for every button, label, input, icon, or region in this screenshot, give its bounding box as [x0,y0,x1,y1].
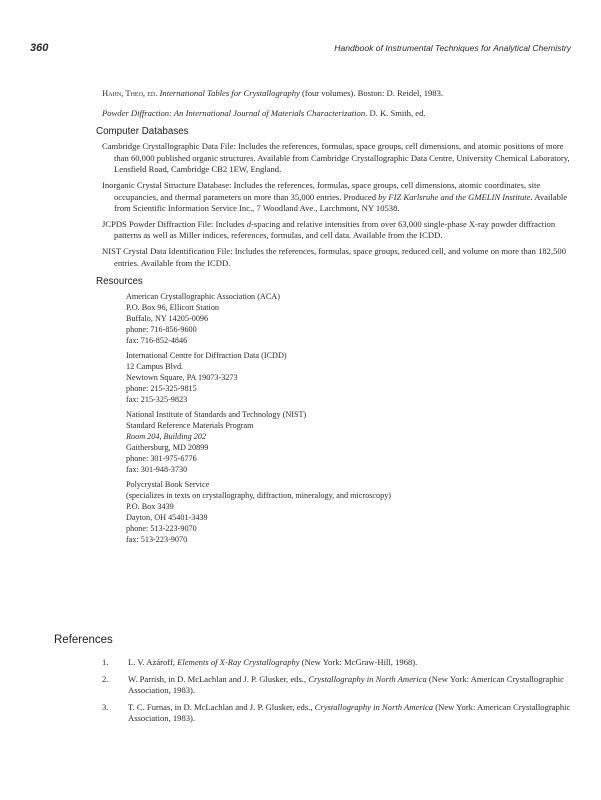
org-line: National Institute of Standards and Technology (NIST) [126,409,307,419]
org-line: fax: 301-948-3730 [126,464,188,474]
db-text-italic: by FIZ Karlsruhe and the GMELIN Institute. [378,191,533,202]
org-line: Room 204, Building 202 [126,431,207,441]
reference-text: (New York: American Crystallographic Association, 1983). [128,701,571,724]
database-entry: NIST Crystal Data Identification File: Includes the references, formulas, space groups, reduced cell, and volume on more than 182,500 entries. Available from the ICDD. [102,246,566,268]
org-line: P.O. Box 3439 [126,501,174,511]
database-entry [102,180,574,214]
org-line: Buffalo, NY 14205-0096 [126,313,209,323]
running-head: Handbook of Instrumental Techniques for Analytical Chemistry [334,43,571,53]
db-text: Inorganic Crystal Structure Database: Includes the references, formulas, space groups, cell dimensions, atomic coordinates, site occupancies, and thermal parameters on more than 35,000 entries. Produced [102,180,541,202]
db-text: -spacing and relative intensities from over 63,000 single-phase X-ray powder diffraction patterns as well as Miller indices, references, formulas, and cell data. Available from the ICDD. [114,218,556,241]
org-line: Polycrystal Book Service [126,479,210,489]
db-text: JCPDS Powder Diffraction File: Includes [102,218,247,229]
reference-text: T. C. Furnas, in D. McLachlan and J. P. Glusker, eds., [128,701,315,712]
bib-title: Powder Diffraction: An International Journal of Materials Characterization [102,108,366,118]
reference-number: 1. [102,657,109,667]
organization-address [126,409,574,475]
reference-text: (New York: American Crystallographic Association, 1983). [128,673,564,696]
org-line: phone: 513-223-9070 [126,523,197,533]
org-line: Dayton, OH 45401-3439 [126,512,208,522]
reference-title: Elements of X-Ray Crystallography [177,657,300,667]
bibliography-entry [102,88,574,99]
org-line: fax: 716-852-4846 [126,335,188,345]
reference-text: L. V. Azároff, [128,657,178,667]
db-text-italic: d [246,218,252,229]
resources-heading: Resources [96,275,143,287]
page-number: 360 [30,42,49,54]
reference-text: (New York: McGraw-Hill, 1968). [299,657,418,667]
org-line: American Crystallographic Association (ACA) [126,291,280,301]
organization-address [126,479,574,545]
reference-title: Crystallography in North America [308,673,427,684]
reference-number: 3. [102,701,109,712]
org-line: International Centre for Diffraction Data (ICDD) [126,350,287,360]
org-line: fax: 215-325-9823 [126,394,188,404]
org-line: Standard Reference Materials Program [126,420,254,430]
org-line: phone: 716-856-9600 [126,324,197,334]
db-text: Available from Scientific Information Service Inc., 7 Woodland Ave., Larchmont, NY 10538. [114,191,568,213]
org-line: phone: 215-325-9815 [126,383,197,393]
computer-databases-heading: Computer Databases [96,126,189,138]
bib-author: Hahn, Theo, ed. [102,88,158,98]
org-line: P.O. Box 96, Ellicott Station [126,302,220,312]
database-entry: Cambridge Crystallographic Data File: Includes the references, formulas, space groups, cell dimensions, and atomic positions of more than 60,000 published organic structures. Available from Cambridge Crystallographic Data Centre, University Chemical Laboratory, Lensfield Road, Cambridge CB2 1EW, England. [102,141,570,175]
org-line: 12 Campus Blvd. [126,361,184,371]
database-entry [102,219,574,242]
bib-title: International Tables for Crystallography [159,88,300,98]
reference-item [102,702,574,725]
reference-number: 2. [102,673,109,684]
organization-address [126,350,574,405]
references-heading: References [54,634,113,646]
references-list [102,657,574,730]
org-line: fax: 513-223-9070 [126,534,188,544]
reference-item [102,674,574,697]
org-line: (specializes in texts on crystallography, diffraction, mineralogy, and microscopy) [126,490,392,500]
reference-title: Crystallography in North America [314,701,434,712]
bib-rest: (four volumes). Boston: D. Reidel, 1983. [301,88,444,98]
page-header [30,42,571,56]
bibliography-entry [102,108,574,119]
org-line: Gaithersburg, MD 20899 [126,442,209,452]
organization-address [126,291,574,346]
bib-rest: . D. K. Smith, ed. [365,108,426,118]
reference-item [102,657,574,669]
main-column [96,88,574,549]
reference-text: W. Parrish, in D. McLachlan and J. P. Glusker, eds., [128,673,309,684]
org-line: phone: 301-975-6776 [126,453,197,463]
org-line: Newtown Square, PA 19073-3273 [126,372,238,382]
